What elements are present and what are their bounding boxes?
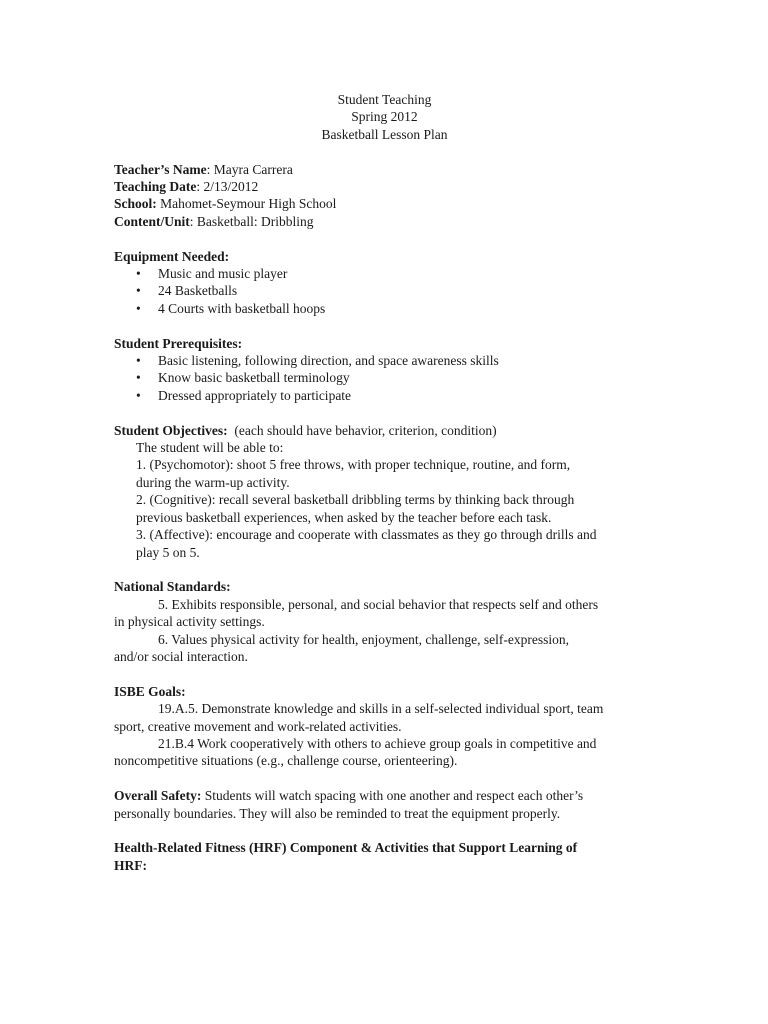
- objective-text-line: during the warm-up activity.: [136, 474, 290, 490]
- bullet-icon: •: [136, 266, 141, 282]
- list-item: [114, 369, 659, 386]
- isbe-goal-text-line: 19.A.5. Demonstrate knowledge and skills in a self-selected individual sport, team: [158, 701, 604, 717]
- equipment-heading: Equipment Needed:: [114, 248, 230, 264]
- standard-text-line: in physical activity settings.: [114, 614, 265, 630]
- isbe-goal-item: [114, 735, 659, 770]
- standard-text-line: and/or social interaction.: [114, 648, 248, 664]
- list-item-text: Dressed appropriately to participate: [158, 387, 352, 403]
- safety-heading: Overall Safety:: [114, 788, 202, 804]
- list-item: [114, 300, 659, 317]
- safety-text-cont: personally boundaries. They will also be reminded to treat the equipment properly.: [114, 805, 561, 821]
- bullet-icon: •: [136, 387, 141, 403]
- objective-text-line: play 5 on 5.: [136, 544, 200, 560]
- national-standards-heading: National Standards:: [114, 579, 231, 595]
- teaching-date-value: : 2/13/2012: [196, 179, 259, 195]
- teacher-name-value: : Mayra Carrera: [206, 161, 293, 177]
- hrf-heading-line-1: Health-Related Fitness (HRF) Component & Activities that Support Learning of: [114, 840, 578, 856]
- content-unit-value: : Basketball: Dribbling: [189, 213, 314, 229]
- standard-text-line: 6. Values physical activity for health, enjoyment, challenge, self-expression,: [158, 631, 570, 647]
- objective-item: [114, 491, 659, 526]
- objective-text-line: 2. (Cognitive): recall several basketball dribbling terms by thinking back through: [136, 492, 575, 508]
- bullet-icon: •: [136, 353, 141, 369]
- list-item: [114, 265, 659, 282]
- title-line-3: Basketball Lesson Plan: [321, 126, 448, 142]
- document-content: [114, 91, 659, 874]
- isbe-goal-text-line: noncompetitive situations (e.g., challenge course, orienteering).: [114, 753, 458, 769]
- objective-item: [114, 456, 659, 491]
- prerequisites-heading: Student Prerequisites:: [114, 335, 243, 351]
- isbe-goal-item: [114, 700, 659, 735]
- list-item: [114, 387, 659, 404]
- standard-item: [114, 596, 659, 631]
- isbe-goal-text-line: 21.B.4 Work cooperatively with others to achieve group goals in competitive and: [158, 735, 597, 751]
- standard-item: [114, 631, 659, 666]
- teacher-name-row: [114, 161, 659, 178]
- title-block: [112, 91, 657, 143]
- objective-item: [114, 526, 659, 561]
- equipment-list: [114, 265, 659, 317]
- list-item-text: Know basic basketball terminology: [158, 370, 350, 386]
- school-label: School:: [114, 196, 157, 212]
- objectives-heading: Student Objectives:: [114, 422, 228, 438]
- prerequisites-list: [114, 352, 659, 404]
- content-unit-row: [114, 213, 659, 230]
- isbe-goals-heading: ISBE Goals:: [114, 683, 186, 699]
- list-item: [114, 352, 659, 369]
- safety-text: Students will watch spacing with one another and respect each other’s: [201, 788, 584, 804]
- hrf-heading-line-2: HRF:: [114, 857, 147, 873]
- objectives-intro: The student will be able to:: [136, 440, 284, 456]
- bullet-icon: •: [136, 370, 141, 386]
- isbe-goal-text-line: sport, creative movement and work-related activities.: [114, 718, 402, 734]
- objective-text-line: 3. (Affective): encourage and cooperate with classmates as they go through drills and: [136, 527, 597, 543]
- bullet-icon: •: [136, 283, 141, 299]
- objectives-heading-row: [114, 422, 659, 439]
- objectives-note: (each should have behavior, criterion, condition): [227, 422, 497, 438]
- objective-text-line: previous basketball experiences, when asked by the teacher before each task.: [136, 509, 552, 525]
- teacher-name-label: Teacher’s Name: [114, 161, 207, 177]
- title-line-2: Spring 2012: [351, 109, 418, 125]
- list-item-text: 4 Courts with basketball hoops: [158, 300, 326, 316]
- content-unit-label: Content/Unit: [114, 213, 190, 229]
- list-item: [114, 282, 659, 299]
- teaching-date-row: [114, 178, 659, 195]
- list-item-text: Music and music player: [158, 266, 288, 282]
- bullet-icon: •: [136, 300, 141, 316]
- objective-text-line: 1. (Psychomotor): shoot 5 free throws, with proper technique, routine, and form,: [136, 457, 571, 473]
- school-value: Mahomet-Seymour High School: [156, 196, 337, 212]
- safety-row: [114, 787, 659, 804]
- school-row: [114, 195, 659, 212]
- list-item-text: 24 Basketballs: [158, 283, 238, 299]
- standard-text-line: 5. Exhibits responsible, personal, and social behavior that respects self and others: [158, 596, 599, 612]
- title-line-1: Student Teaching: [337, 92, 432, 107]
- list-item-text: Basic listening, following direction, and space awareness skills: [158, 353, 499, 369]
- teaching-date-label: Teaching Date: [114, 179, 197, 195]
